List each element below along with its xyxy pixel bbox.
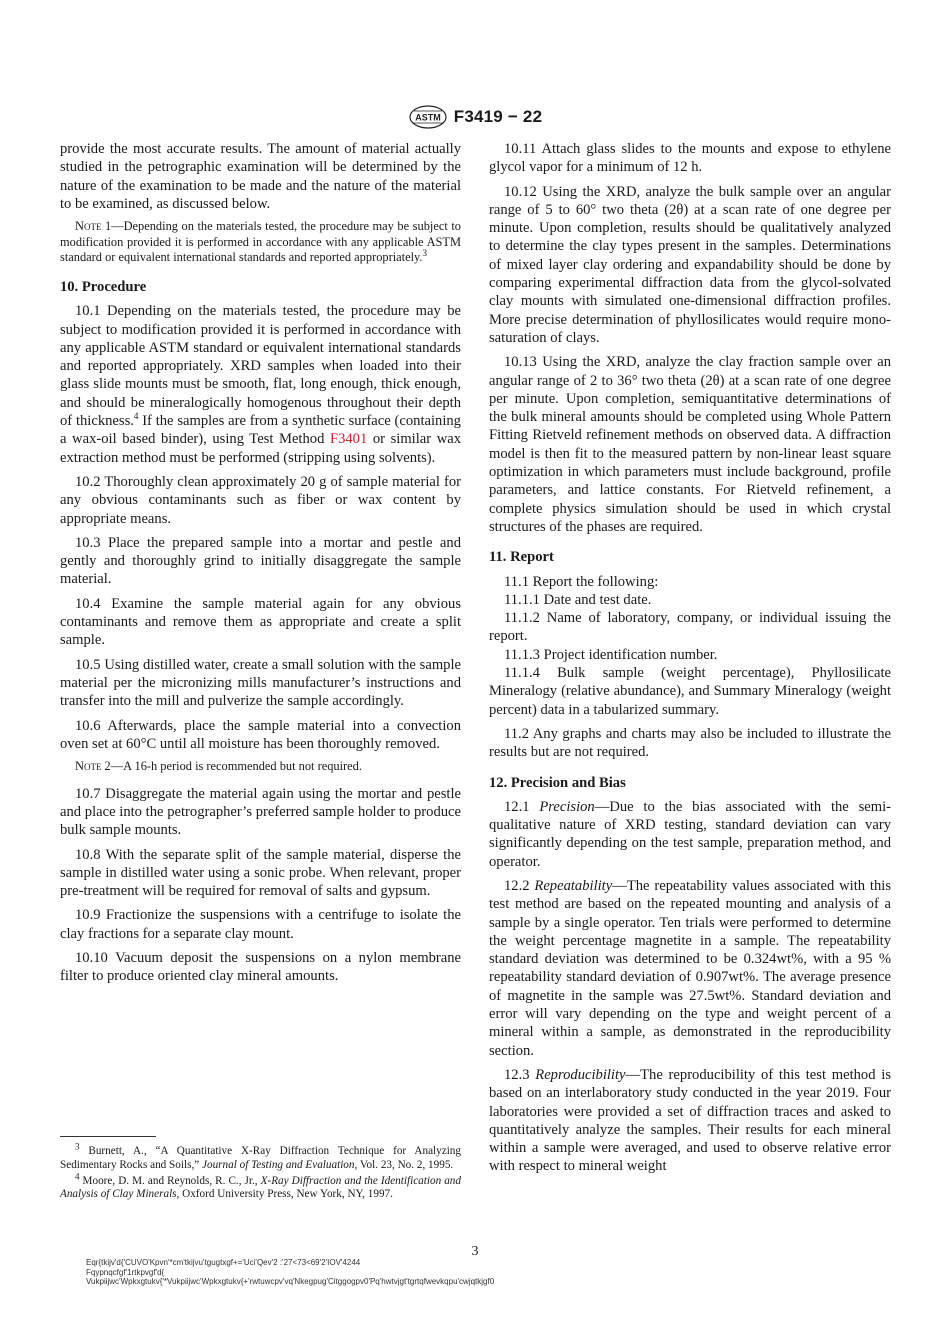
paragraph-10-10: 10.10 Vacuum deposit the suspensions on a nylon membrane filter to produce oriented clay mineral amounts. (60, 950, 461, 985)
paragraph-10-12: 10.12 Using the XRD, analyze the bulk sample over an angular range of 5 to 60° two theta (2θ) at a scan rate of one degree per minute. Upon completion, results should be qualitatively analyzed to determine the clay types present in the samples. Determinations of mixed layer clay ordering and expandability should be done by comparing experimental diffraction data from the glycol-solvated clay mounts with simulated one-dimensional diffraction profiles. More precise determination of phyllosilicates would require mono-saturation of clays. (489, 183, 891, 346)
paragraph-10-4: 10.4 Examine the sample material again for any obvious contaminants and remove them as appropriate and create a split sample. (60, 595, 461, 649)
right-column (489, 140, 891, 1182)
footnote-divider (60, 1136, 156, 1137)
footnote-4-part-a: Moore, D. M. and Reynolds, R. C., Jr., (79, 1174, 261, 1187)
p12-1-text: —Due to the bias associated with the semi-qualitative nature of XRD testing, standard deviation can vary significantly depending on the test sample, preparation method, and operator. (489, 798, 891, 870)
document-header (0, 104, 950, 130)
left-column (60, 140, 461, 992)
paragraph-12-2 (489, 877, 891, 1060)
p12-1-term: Precision (539, 798, 595, 815)
logo-text: ASTM (415, 112, 441, 123)
section-12-heading: 12. Precision and Bias (489, 774, 626, 791)
note-1 (60, 219, 461, 266)
intro-paragraph: provide the most accurate results. The amount of material actually studied in the petrographic examination will be determined by the nature of the examination to be made and the nature of the material to be examined, as discussed below. (60, 141, 461, 212)
p12-1-num: 12.1 (504, 798, 540, 815)
footnote-4 (60, 1170, 461, 1203)
license-line-2: Fqypnqcfgf'1rtkpvgf'd{ (86, 1267, 165, 1277)
p12-2-term: Repeatability (534, 877, 613, 894)
paragraph-10-9: 10.9 Fractionize the suspensions with a centrifuge to isolate the clay fractions for a separate clay mount. (60, 907, 461, 942)
paragraph-10-1 (60, 302, 461, 467)
p12-3-num: 12.3 (504, 1066, 536, 1083)
footnote-4-number: 4 (75, 1170, 80, 1181)
footnote-4-part-b: , Oxford University Press, New York, NY, 1997. (176, 1188, 393, 1201)
p12-2-text: —The repeatability values associated with this test method are based on the repeated mounting and analysis of a sample by a single operator. Ten trials were performed to determine the weight percentage magnetite in a sample. The repeatability standard deviation was determined to be 0.324wt%, with a 95 % repeatability standard deviation of 0.907wt%. The average presence of magnetite in the sample was 27.5wt%. Standard deviation and error will vary depending on the type and weight percent of a mineral within a sample, as demonstrated in the reproducibility section. (489, 877, 892, 1059)
document-designation: F3419 − 22 (453, 107, 543, 126)
paragraph-11-1: 11.1 Report the following: (504, 573, 659, 590)
p10-1-part-c: or similar wax extraction method must be performed (stripping using solvents). (60, 431, 462, 466)
note-1-text: —Depending on the materials tested, the procedure may be subject to modification provided it is performed in accordance with any applicable ASTM standard or equivalent international standards and reported appropriately. (60, 219, 461, 265)
paragraph-10-6: 10.6 Afterwards, place the sample material into a convection oven set at 60°C until all moisture has been thoroughly removed. (60, 717, 461, 752)
license-line-1 (86, 1258, 494, 1268)
p12-3-term: Reproducibility (535, 1066, 626, 1083)
footnote-ref-4[interactable]: 4 (133, 411, 139, 422)
paragraph-11-1-3: 11.1.3 Project identification number. (504, 646, 718, 663)
note-2-label: Note 2 (75, 759, 111, 774)
section-10-heading: 10. Procedure (60, 278, 147, 295)
paragraph-10-11: 10.11 Attach glass slides to the mounts and expose to ethylene glycol vapor for a minimum of 12 h. (489, 141, 891, 176)
license-stamp (86, 1258, 494, 1287)
paragraph-11-2: 11.2 Any graphs and charts may also be included to illustrate the results but are not required. (489, 725, 891, 761)
paragraph-11-1-4: 11.1.4 Bulk sample (weight percentage), Phyllosilicate Mineralogy (relative abundance), and Summary Mineralogy (weight percent) data in a tabularized summary. (489, 665, 891, 718)
p10-1-part-a: 10.1 Depending on the materials tested, the procedure may be subject to modification provided it is performed in accordance with any applicable ASTM standard or equivalent international standards and reported appropriately. XRD samples when loaded into their glass slide mounts must be smooth, flat, long enough, thick enough, and should be mineralogically homogenous throughout their depth of thickness. (60, 303, 461, 430)
paragraph-10-8: 10.8 With the separate split of the sample material, disperse the sample in distilled water using a sonic probe. When relevant, proper pre-treatment will be required for removal of salts and gypsum. (60, 846, 461, 900)
license-line-1-a: Eqr{tkijv'd{'CUVO'Kpvn'*cm'tkijvu'tgugtxgf+='Uci'Qev'2 :'27<73<69' (86, 1258, 322, 1267)
footnote-3-part-a: Burnett, A., “A Quantitative X-Ray Diffraction Technique for Analyzing Sedimentary Rocks and Soils,” (60, 1145, 461, 1171)
paragraph-10-5: 10.5 Using distilled water, create a small solution with the sample material per the micronizing mills manufacturer’s instructions and transfer into the mill and pulverize the sample accordingly. (60, 656, 461, 710)
paragraph-10-2: 10.2 Thoroughly clean approximately 20 g of sample material for any obvious contaminants such as fiber or wax content by appropriate means. (60, 473, 461, 527)
note-2-text: —A 16-h period is recommended but not required. (110, 759, 362, 774)
note-2 (60, 759, 461, 775)
section-11-heading: 11. Report (489, 549, 554, 566)
p10-1-part-b: If the samples are from a synthetic surface (containing a wax-oil based binder), using Test Method (60, 413, 461, 448)
astm-logo-icon (408, 105, 448, 129)
footnote-3-part-b: , Vol. 23, No. 2, 1995. (354, 1158, 454, 1171)
paragraph-10-13: 10.13 Using the XRD, analyze the clay fraction sample over an angular range of 2 to 36° two theta (2θ) at a scan rate of one degree per minute. Upon completion, semiquantitative determinations of the bulk mineral amounts should be completed using Whole Pattern Fitting Rietveld refinement methods on observed data. A diffraction model is then fit to the measured pattern by non-linear least square optimization in which parameters must include background, profile parameters, and lattice constants. For Rietveld refinement, a complete physics simulation should be used in which crystal structures of the phases are required. (489, 354, 891, 535)
note-1-label: Note 1 (75, 219, 112, 234)
page-number: 3 (471, 1244, 479, 1259)
paragraph-12-1 (489, 798, 891, 871)
footnote-3 (60, 1141, 461, 1173)
license-line-3: Vukpiijwc'Wpkxgtukv{'*Vukpiijwc'Wpkxgtukv{+'rwtuwcpv'vq'Nkegpug'Citggogpv0'Pq'hwtvjgt'tgrtqfwevkqpu'cwjqtkjgf0 (86, 1277, 495, 1286)
paragraph-11-1-2: 11.1.2 Name of laboratory, company, or individual issuing the report. (489, 610, 891, 645)
paragraph-10-7: 10.7 Disaggregate the material again using the mortar and pestle and place into the petrographer’s preferred sample holder to produce bulk sample mounts. (60, 785, 461, 839)
paragraph-10-3: 10.3 Place the prepared sample into a mortar and pestle and gently and thoroughly grind to initially disaggregate the sample material. (60, 534, 461, 588)
link-f3401[interactable]: F3401 (329, 431, 368, 448)
footnote-3-number: 3 (75, 1141, 80, 1152)
footnotes (60, 1141, 461, 1204)
footnote-3-journal: Journal of Testing and Evaluation (202, 1158, 355, 1171)
paragraph-11-1-1: 11.1.1 Date and test date. (504, 591, 652, 608)
footnote-ref-3[interactable]: 3 (422, 248, 428, 259)
paragraph-12-3 (489, 1066, 891, 1176)
p12-3-text: —The reproducibility of this test method is based on an interlaboratory study conducted in the year 2019. Four laboratories were provided a set of diffraction traces and asked to quantitatively analyze the samples. Their results for each mineral within a sample were averaged, and used to observe relative error with respect to mineral weight (489, 1066, 891, 1175)
p12-2-num: 12.2 (504, 877, 535, 894)
footnote-4-title: X-Ray Diffraction and the Identification and Analysis of Clay Minerals (60, 1174, 461, 1201)
license-line-1-b: 2'IOV'4244 (321, 1258, 361, 1267)
